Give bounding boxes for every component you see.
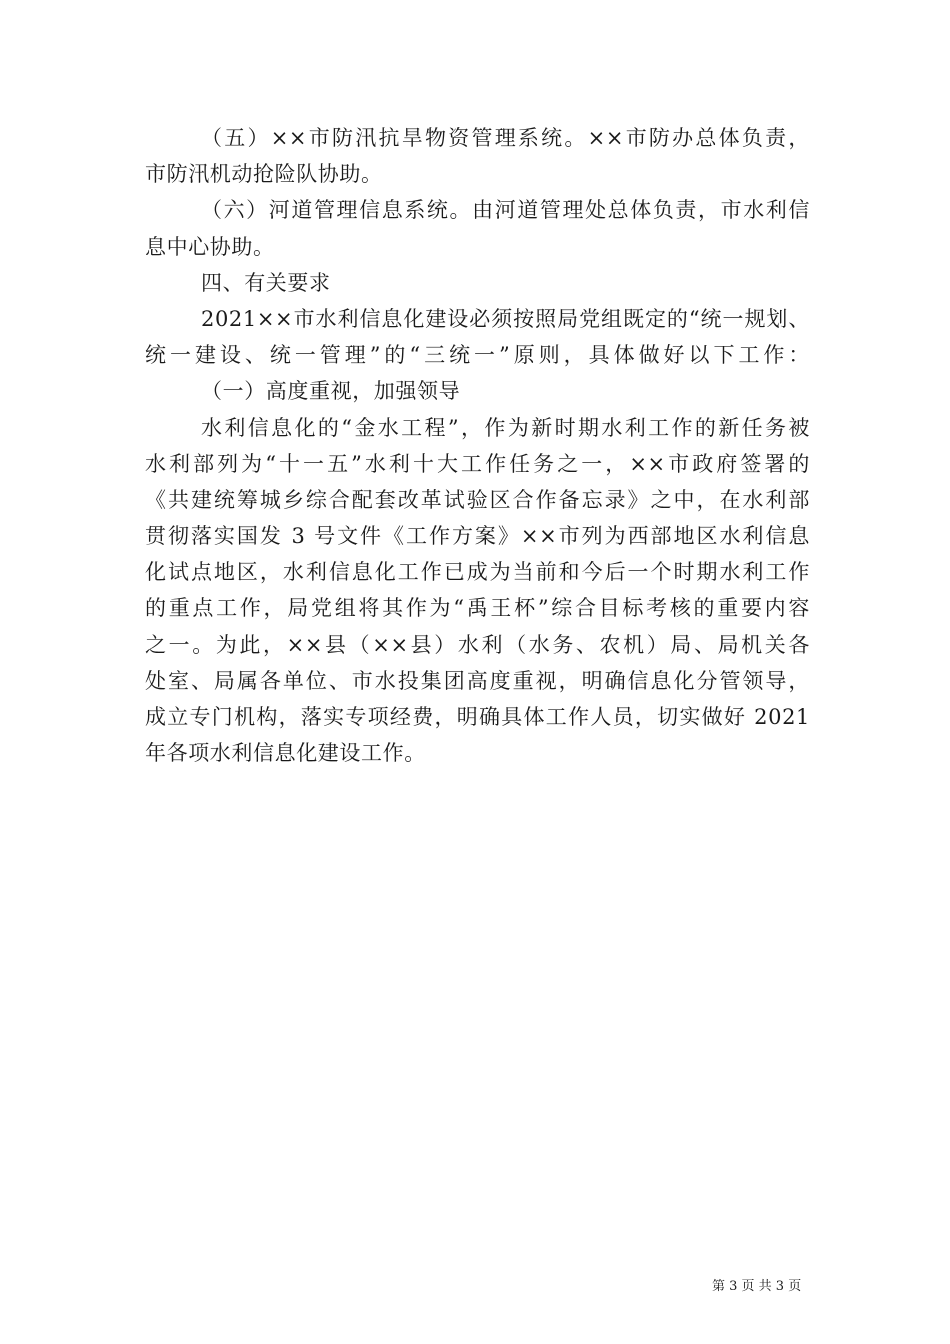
paragraph-line: 成立专门机构，落实专项经费，明确具体工作人员，切实做好 2021 [145,705,810,729]
paragraph-line: 的重点工作，局党组将其作为“禹王杯”综合目标考核的重要内容 [145,596,810,621]
paragraph-line: 《共建统筹城乡综合配套改革试验区合作备忘录》之中，在水利部 [145,487,810,512]
paragraph-line: 之一。为此，××县（××县）水利（水务、农机）局、局机关各 [145,632,810,657]
paragraph-line: （五）××市防汛抗旱物资管理系统。××市防办总体负责， [201,126,810,150]
paragraph-line: 市防汛机动抢险队协助。 [145,162,383,187]
paragraph-line: 水利部列为“十一五”水利十大工作任务之一，××市政府签署的 [145,451,810,476]
paragraph-line: （六）河道管理信息系统。由河道管理处总体负责，市水利信 [201,198,810,223]
paragraph-line: 水利信息化的“金水工程”，作为新时期水利工作的新任务被 [201,415,810,440]
page-number-footer: 第 3 页 共 3 页 [712,1279,802,1294]
paragraph-line: 化试点地区，水利信息化工作已成为当前和今后一个时期水利工作 [145,560,810,585]
document-body [145,120,810,771]
paragraph-line: 息中心协助。 [145,234,275,259]
paragraph-line: 年各项水利信息化建设工作。 [145,741,426,766]
subsection-heading: （一）高度重视，加强领导 [201,379,461,404]
paragraph-line: 处室、局属各单位、市水投集团高度重视，明确信息化分管领导， [145,668,810,693]
section-heading: 四、有关要求 [201,270,331,295]
paragraph-line: 2021××市水利信息化建设必须按照局党组既定的“统一规划、 [201,306,810,331]
paragraph-line: 统一建设、统一管理”的“三统一”原则，具体做好以下工作： [145,343,810,368]
paragraph-line: 贯彻落实国发 3 号文件《工作方案》××市列为西部地区水利信息 [145,524,810,549]
